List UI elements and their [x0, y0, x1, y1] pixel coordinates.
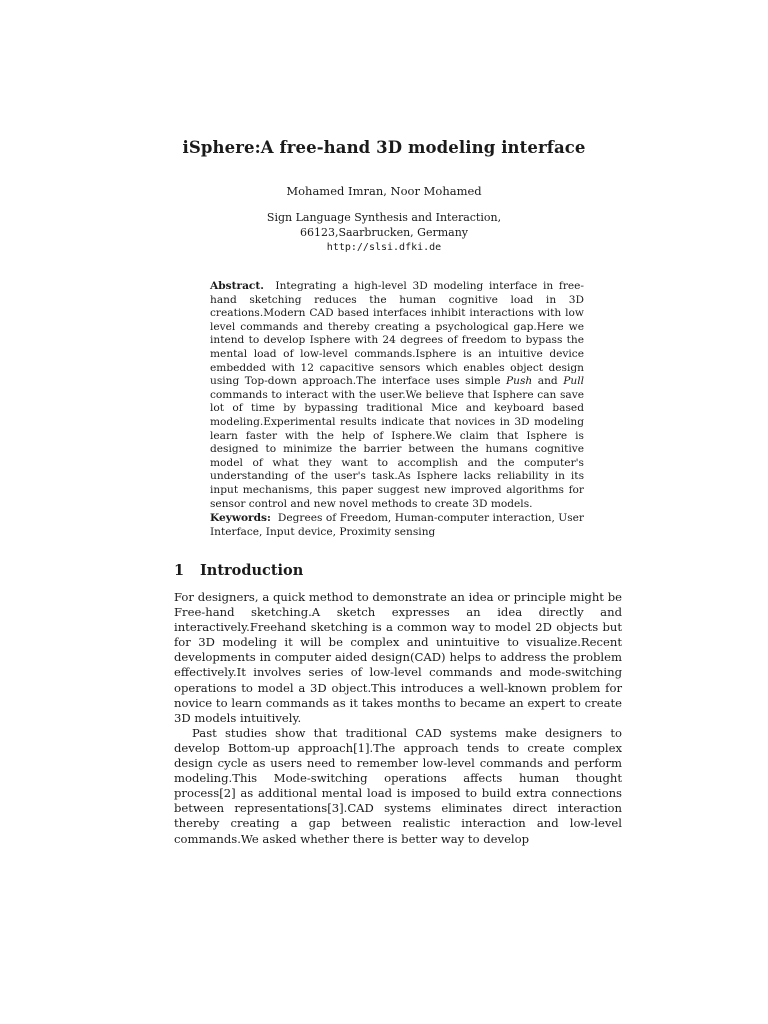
- author-list: Mohamed Imran, Noor Mohamed: [286, 184, 482, 198]
- abstract-text-part-3: commands to interact with the user.We believe that Isphere can save lot of time by bypassing traditional Mice and keyboard based modeling.Experimental results indicate that novices in 3D modeling learn faster with the help of Isphere.We claim that Isphere is designed to minimize the barrier between the humans cognitive model of what they want to accomplish and the computer's understanding of the user's task.As Isphere lacks reliability in its input mechanisms, this paper suggest new improved algorithms for sensor control and new novel methods to create 3D models.: [210, 388, 584, 510]
- affiliation-block: [0, 210, 768, 255]
- affiliation-url[interactable]: http://slsi.dfki.de: [326, 242, 442, 253]
- affiliation-line-1: Sign Language Synthesis and Interaction,: [266, 211, 502, 224]
- abstract-push-term: Push: [506, 375, 533, 388]
- abstract-text-part-1: Integrating a high-level 3D modeling interface in free-hand sketching reduces the human cognitive load in 3D creations.Modern CAD based interfaces inhibit interactions with low level commands and thereby creating a psychological gap.Here we intend to develop Isphere with 24 degrees of freedom to bypass the mental load of low-level commands.Isphere is an intuitive device embedded with 12 capacitive sensors which enables object design using Top-down approach.The interface uses simple: [210, 280, 584, 388]
- keywords: [210, 512, 584, 539]
- abstract: [210, 280, 584, 511]
- affiliation-line-2: 66123,Saarbrucken, Germany: [299, 226, 469, 239]
- abstract-text-part-2: and: [532, 375, 564, 388]
- paper-title: iSphere:A free-hand 3D modeling interface: [182, 138, 586, 157]
- abstract-pull-term: Pull: [563, 375, 584, 388]
- section-heading: [174, 562, 303, 579]
- section-title: Introduction: [200, 562, 304, 579]
- body-paragraph: For designers, a quick method to demonstrate an idea or principle might be Free-hand sketching.A sketch expresses an idea directly and interactively.Freehand sketching is a common way to model 2D objects but for 3D modeling it will be complex and unintuitive to visualize.Recent developments in computer aided design(CAD) helps to address the problem effectively.It involves series of low-level commands and mode-switching operations to model a 3D object.This introduces a well-known problem for novice to learn commands as it takes months to became an expert to create 3D models intuitively.: [174, 590, 622, 725]
- abstract-label: Abstract.: [210, 280, 264, 292]
- section-number: 1: [174, 562, 185, 579]
- section-body: [174, 590, 622, 847]
- keywords-label: Keywords:: [210, 512, 271, 524]
- body-paragraph: Past studies show that traditional CAD systems make designers to develop Bottom-up approach[1].The approach tends to create complex design cycle as users need to remember low-level commands and perform modeling.This Mode-switching operations affects human thought process[2] as additional mental load is imposed to build extra connections between representations[3].CAD systems eliminates direct interaction thereby creating a gap between realistic interaction and low-level commands.We asked whether there is better way to develop: [174, 725, 622, 846]
- keywords-text: Degrees of Freedom, Human-computer interaction, User Interface, Input device, Proximity sensing: [210, 512, 584, 538]
